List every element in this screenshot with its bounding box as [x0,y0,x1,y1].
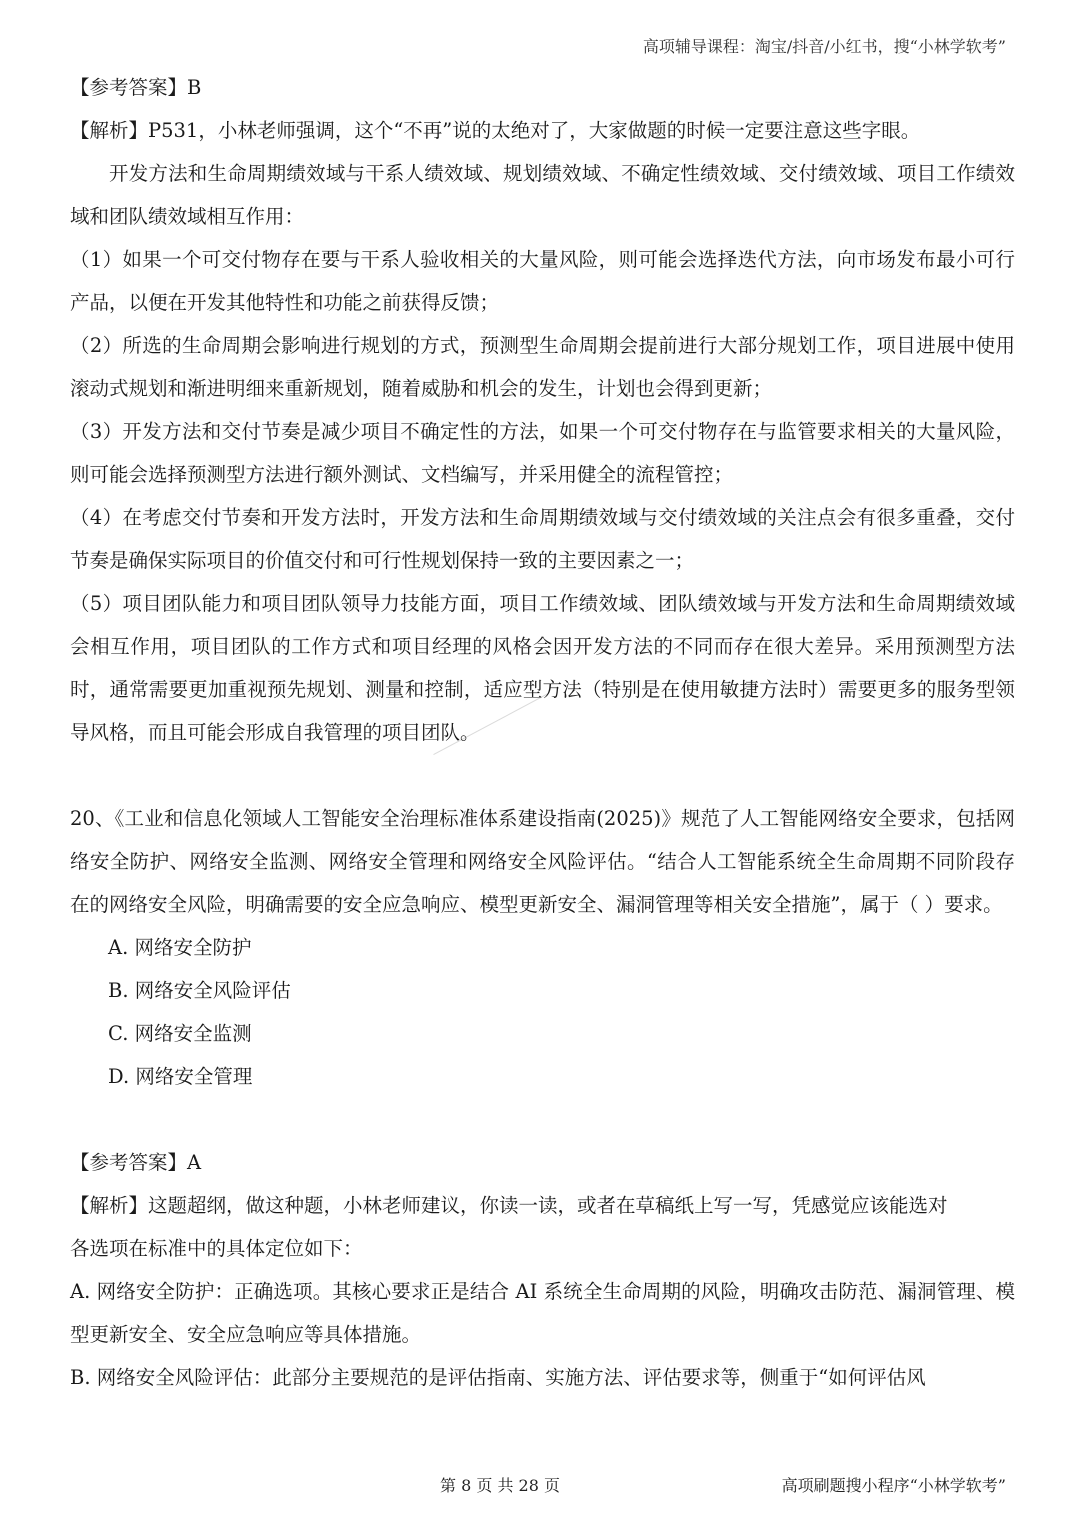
point-item: （5）项目团队能力和项目团队领导力技能方面，项目工作绩效域、团队绩效域与开发方法和生命周期绩效域会相互作用，项目团队的工作方式和项目经理的风格会因开发方法的不同而存在很大差异。采用预测型方法时，通常需要更加重视预先规划、测量和控制，适应型方法（特别是在使用敏捷方法时）需要更多的服务型领导风格，而且可能会形成自我管理的项目团队。 [70,592,1015,744]
option-d: D. 网络安全管理 [108,1065,253,1088]
question-stem: 20、《工业和信息化领域人工智能安全治理标准体系建设指南(2025)》规范了人工智能网络安全要求，包括网络安全防护、网络安全监测、网络安全管理和网络安全风险评估。“结合人工智能系统全生命周期不同阶段存在的网络安全风险，明确需要的安全应急响应、模型更新安全、漏洞管理等相关安全措施”，属于（ ）要求。 [70,807,1015,916]
option-b-explanation: B. 网络安全风险评估：此部分主要规范的是评估指南、实施方法、评估要求等，侧重于“如何评估风 [70,1366,926,1389]
page-number: 第 8 页 共 28 页 [440,1476,560,1495]
point-item: （4）在考虑交付节奏和开发方法时，开发方法和生命周期绩效域与交付绩效域的关注点会有很多重叠，交付节奏是确保实际项目的价值交付和可行性规划保持一致的主要因素之一； [70,506,1015,572]
option-b: B. 网络安全风险评估 [108,979,291,1002]
analysis-paragraph: 【解析】P531，小林老师强调，这个“不再”说的太绝对了，大家做题的时候一定要注意这些字眼。 [70,119,921,142]
analysis-paragraph: 【解析】这题超纲，做这种题，小林老师建议，你读一读，或者在草稿纸上写一写，凭感觉应该能选对 [70,1194,948,1217]
document-body [70,66,1015,1399]
point-item: （2）所选的生命周期会影响进行规划的方式，预测型生命周期会提前进行大部分规划工作，项目进展中使用滚动式规划和渐进明细来重新规划，随着威胁和机会的发生，计划也会得到更新； [70,334,1015,400]
option-c: C. 网络安全监测 [108,1022,252,1045]
spacer [70,1098,1015,1141]
option-a-explanation: A. 网络安全防护：正确选项。其核心要求正是结合 AI 系统全生命周期的风险，明确攻击防范、漏洞管理、模型更新安全、安全应急响应等具体措施。 [70,1280,1015,1346]
point-item: （1）如果一个可交付物存在要与干系人验收相关的大量风险，则可能会选择迭代方法，向市场发布最小可行产品，以便在开发其他特性和功能之前获得反馈； [70,248,1015,314]
answer-label: 【参考答案】B [70,76,202,99]
option-a: A. 网络安全防护 [108,936,252,959]
positioning-line: 各选项在标准中的具体定位如下： [70,1237,363,1260]
footer-mini-program: 高项刷题搜小程序“小林学软考” [781,1476,1006,1495]
point-item: （3）开发方法和交付节奏是减少项目不确定性的方法，如果一个可交付物存在与监管要求相关的大量风险，则可能会选择预测型方法进行额外测试、文档编写，并采用健全的流程管控； [70,420,1015,486]
header-course-line: 高项辅导课程：淘宝/抖音/小红书，搜“小林学软考” [642,37,1006,56]
spacer [70,754,1015,797]
answer-label: 【参考答案】A [70,1151,202,1174]
intro-paragraph: 开发方法和生命周期绩效域与干系人绩效域、规划绩效域、不确定性绩效域、交付绩效域、项目工作绩效域和团队绩效域相互作用： [70,162,1015,228]
